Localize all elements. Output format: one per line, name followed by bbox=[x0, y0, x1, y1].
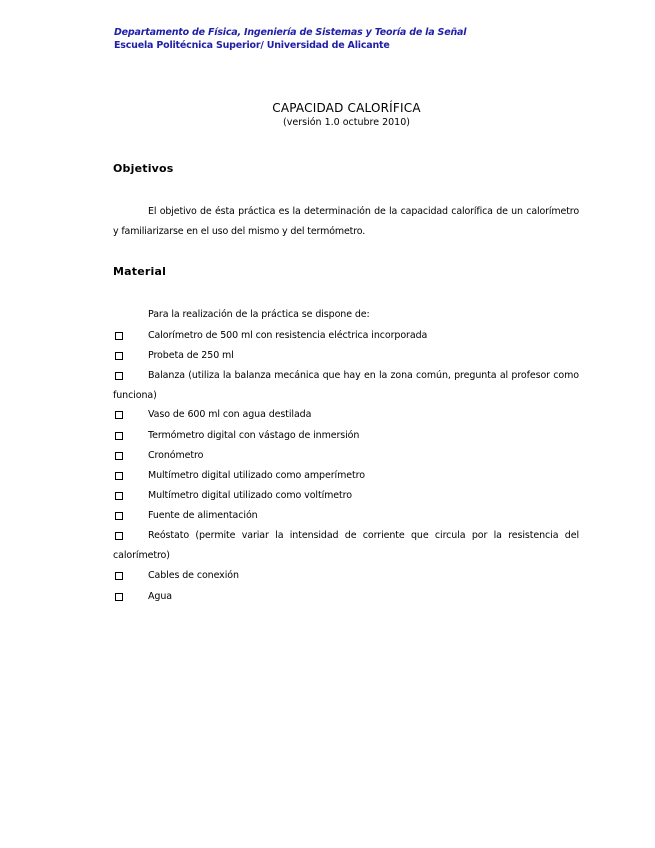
list-item bbox=[113, 446, 579, 466]
checkbox-square-icon bbox=[115, 593, 123, 601]
list-item-text: Fuente de alimentación bbox=[148, 510, 258, 521]
list-item bbox=[113, 366, 579, 406]
list-item-text: Calorímetro de 500 ml con resistencia eléctrica incorporada bbox=[148, 330, 428, 341]
title-block bbox=[0, 100, 655, 129]
list-item-text: Cables de conexión bbox=[148, 570, 239, 581]
checkbox-square-icon bbox=[115, 512, 123, 520]
list-item-text: Termómetro digital con vástago de inmersión bbox=[148, 430, 360, 441]
checkbox-square-icon bbox=[115, 532, 123, 540]
checkbox-square-icon bbox=[115, 372, 123, 380]
list-item bbox=[113, 486, 579, 506]
checkbox-square-icon bbox=[115, 492, 123, 500]
list-item bbox=[113, 566, 579, 586]
checkbox-square-icon bbox=[115, 411, 123, 419]
list-item bbox=[113, 426, 579, 446]
list-item-text: Multímetro digital utilizado como voltímetro bbox=[148, 490, 352, 501]
checkbox-square-icon bbox=[115, 472, 123, 480]
checkbox-square-icon bbox=[115, 352, 123, 360]
document-version: (versión 1.0 octubre 2010) bbox=[283, 117, 410, 128]
list-item bbox=[113, 506, 579, 526]
checkbox-square-icon bbox=[115, 572, 123, 580]
list-item-text: Probeta de 250 ml bbox=[148, 350, 234, 361]
department-name: Departamento de Física, Ingeniería de Sistemas y Teoría de la Señal bbox=[114, 27, 467, 38]
material-intro: Para la realización de la práctica se dispone de: bbox=[148, 309, 370, 320]
checkbox-square-icon bbox=[115, 332, 123, 340]
page-header bbox=[114, 26, 466, 52]
list-item bbox=[113, 526, 579, 566]
list-item-text: Vaso de 600 ml con agua destilada bbox=[148, 409, 312, 420]
checkbox-square-icon bbox=[115, 452, 123, 460]
document-title: CAPACIDAD CALORÍFICA bbox=[272, 101, 421, 115]
list-item-text: Cronómetro bbox=[148, 450, 204, 461]
checkbox-square-icon bbox=[115, 432, 123, 440]
list-item-text: Reóstato (permite variar la intensidad de corriente que circula por la resistencia del calorímetro) bbox=[113, 530, 579, 561]
list-item bbox=[113, 405, 579, 425]
list-item bbox=[113, 326, 579, 346]
objetivos-paragraph: El objetivo de ésta práctica es la determinación de la capacidad calorífica de un calorímetro y familiarizarse en el uso del mismo y del termómetro. bbox=[113, 206, 579, 237]
list-item bbox=[113, 346, 579, 366]
list-item bbox=[113, 587, 579, 607]
list-item-text: Agua bbox=[148, 591, 172, 602]
school-name: Escuela Politécnica Superior/ Universidad de Alicante bbox=[114, 40, 390, 51]
list-item bbox=[113, 466, 579, 486]
material-heading: Material bbox=[113, 265, 167, 278]
list-item-text: Multímetro digital utilizado como amperímetro bbox=[148, 470, 365, 481]
list-item-text: Balanza (utiliza la balanza mecánica que hay en la zona común, pregunta al profesor como funciona) bbox=[113, 370, 579, 401]
objetivos-heading: Objetivos bbox=[113, 162, 174, 175]
